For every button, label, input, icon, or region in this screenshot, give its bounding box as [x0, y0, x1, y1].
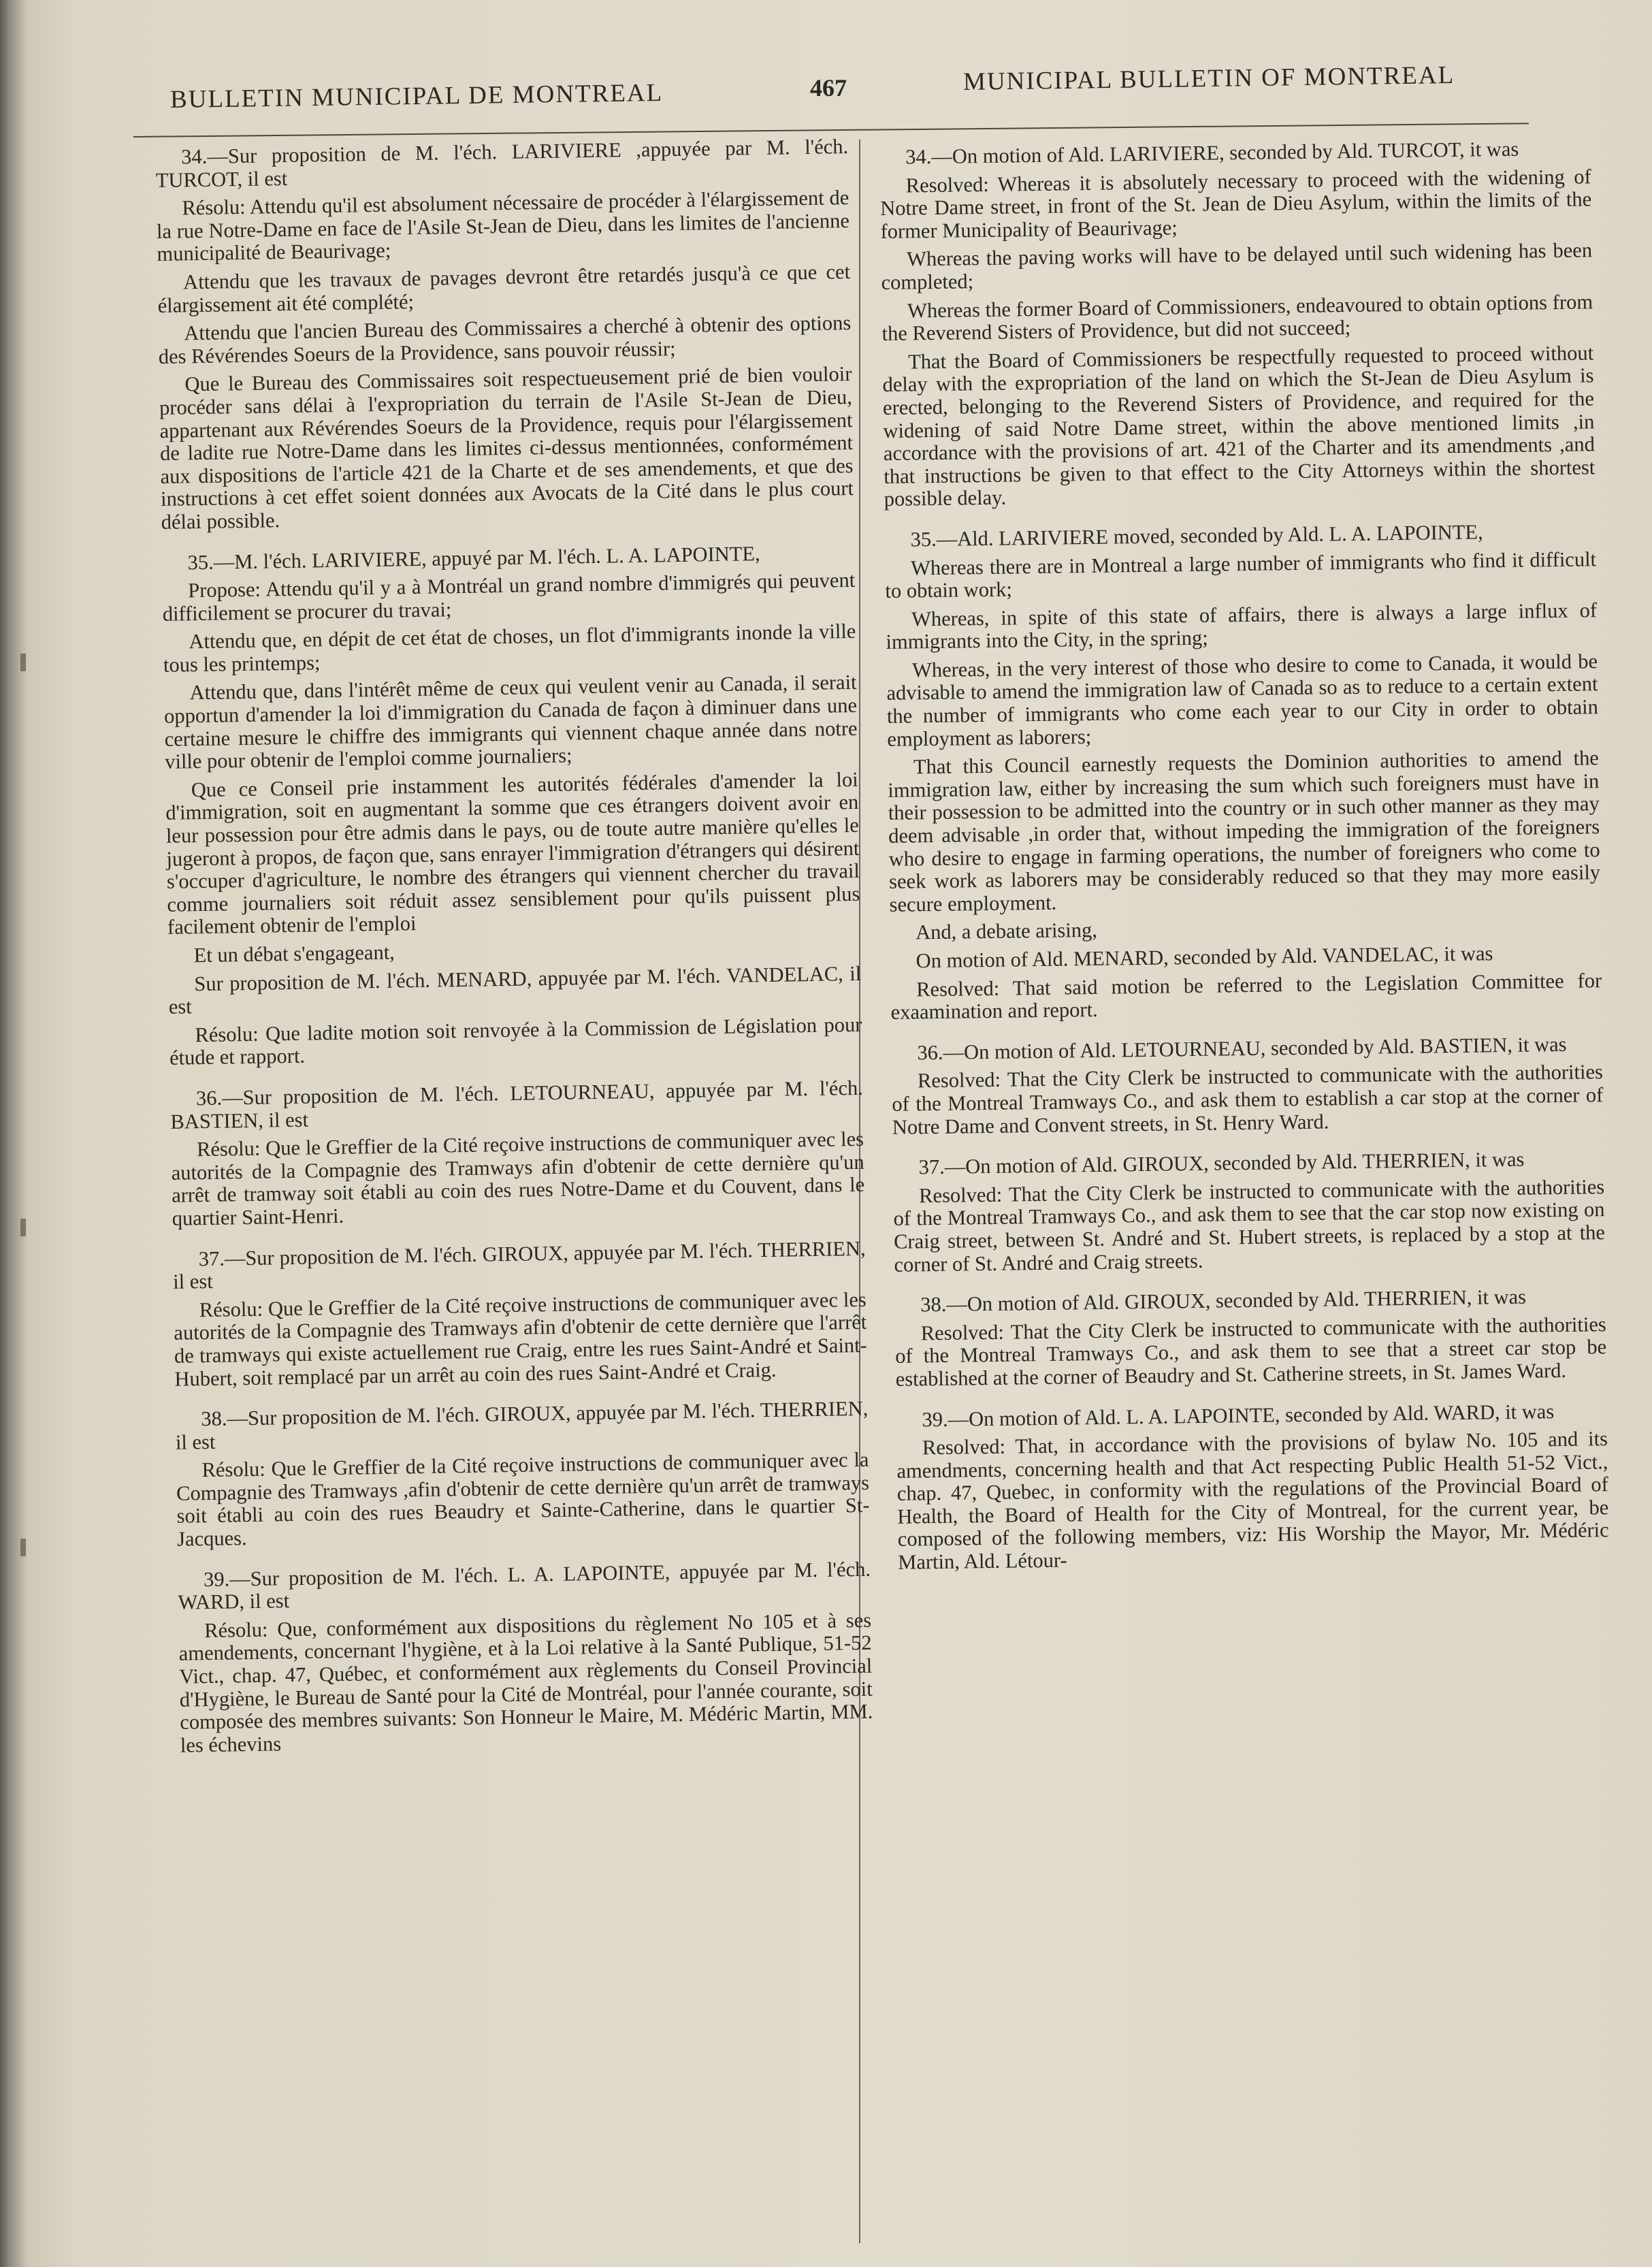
paragraph: That this Council earnestly requests the Dominion authorities to amend the immigration law, either by increasing the sum which such foreigners must have in their possession to be admitted into the country or in such other manner as they may deem advisable ,in order that, without impeding the immigration of the foreigners who desire to engage in farming operations, the number of foreigners who come to seek work as laborers may be considerably reduced so that they may more easily secure employment.	[888, 746, 1601, 916]
paragraph: Résolu: Que, conformément aux dispositions du règlement No 105 et à ses amendements, concernant l'hygiène, et à la Loi relative à la Santé Publique, 51-52 Vict., chap. 47, Québec, et conformément aux règlements du Conseil Provincial d'Hygiène, le Bureau de Santé pour la Cité de Montréal, pour l'année courante, soit composée des membres suivants: Son Honneur le Maire, M. Médéric Martin, MM. les échevins	[178, 1608, 873, 1757]
paragraph: Attendu que l'ancien Bureau des Commissaires a cherché à obtenir des options des Révérendes Soeurs de la Providence, sans pouvoir réussir;	[158, 311, 852, 368]
paragraph: Whereas, in the very interest of those who desire to come to Canada, it would be advisable to amend the immigration law of Canada so as to reduce to a certain extent the number of immigrants who come each year to our City in order to obtain employment as laborers;	[886, 649, 1599, 751]
paragraph: Sur proposition de M. l'éch. MENARD, appuyée par M. l'éch. VANDELAC, il est	[168, 961, 862, 1019]
paragraph: Résolu: Que ladite motion soit renvoyée à la Commission de Législation pour étude et rapport.	[169, 1012, 862, 1070]
paragraph: Resolved: That the City Clerk be instructed to communicate with the authorities of the Montreal Tramways Co., and ask them to establish a car stop at the corner of Notre Dame and Convent streets, in St. Henry Ward.	[892, 1060, 1604, 1139]
paragraph: Resolved: That the City Clerk be instructed to communicate with the authorities of the Montreal Tramways Co., and ask them to see that a street car stop be established at the corner of Beaudry and St. Catherine streets, in St. James Ward.	[895, 1312, 1607, 1391]
paragraph: Résolu: Que le Greffier de la Cité reçoive instructions de communiquer avec les autorités de la Compagnie des Tramways afin d'obtenir de cette dernière qu'un arrêt de tramway soit établi au coin des rues Notre-Dame et du Couvent, dans le quartier Saint-Henri.	[171, 1127, 865, 1230]
paragraph: That the Board of Commissioners be respectfully requested to proceed without delay with the expropriation of the land on which the St-Jean de Dieu Asylum is erected, belonging to the Reverend Sisters of Providence, and required for the widening of said Notre Dame street, within the above mentioned limits ,in accordance with the provisions of art. 421 of the Charter and its amendments ,and that instructions be given to that effect to the City Attorneys within the shortest possible delay.	[882, 341, 1596, 511]
item-38-heading-fr: 38.—Sur proposition de M. l'éch. GIROUX, appuyée par M. l'éch. THERRIEN, il est	[175, 1396, 869, 1454]
page-number: 467	[810, 74, 847, 101]
paragraph: Que le Bureau des Commissaires soit respectueusement prié de bien vouloir procéder sans délai à l'expropriation du terrain de l'Asile St-Jean de Dieu, appartenant aux Révérendes Soeurs de la Providence, requis pour l'élargissement de ladite rue Notre-Dame dans les limites ci-dessus mentionnées, conformément aux dispositions de l'article 421 de la Charte et de ses amendements, et que des instructions à cet effet soient données aux Avocats de la Cité dans le plus court délai possible.	[159, 362, 854, 534]
header-french-title: BULLETIN MUNICIPAL DE MONTREAL	[169, 78, 664, 114]
paragraph: Resolved: Whereas it is absolutely necessary to proceed with the widening of Notre Dame street, in front of the St. Jean de Dieu Asylum, within the limits of the former Municipality of Beaurivage;	[879, 164, 1592, 243]
paragraph: Résolu: Attendu qu'il est absolument nécessaire de procéder à l'élargissement de la rue Notre-Dame en face de l'Asile St-Jean de Dieu, dans les limites de l'ancienne municipalité de Beaurivage;	[156, 186, 850, 266]
item-38-heading-en: 38.—On motion of Ald. GIROUX, seconded by Ald. THERRIEN, it was	[920, 1285, 1527, 1317]
item-37-heading-en: 37.—On motion of Ald. GIROUX, seconded by Ald. THERRIEN, it was	[918, 1147, 1525, 1179]
binding-mark	[20, 1539, 26, 1556]
item-34-heading-fr: 34.—Sur proposition de M. l'éch. LARIVIERE ,appuyée par M. l'éch. TURCOT, il est	[155, 135, 849, 192]
paragraph: Attendu que, en dépit de cet état de choses, un flot d'immigrants inonde la ville tous les printemps;	[163, 620, 856, 677]
item-35-heading-en: 35.—Ald. LARIVIERE moved, seconded by Ald. L. A. LAPOINTE,	[910, 520, 1483, 551]
item-39-heading-fr: 39.—Sur proposition de M. l'éch. L. A. LAPOINTE, appuyée par M. l'éch. WARD, il est	[178, 1557, 871, 1614]
item-35-heading-fr: 35.—M. l'éch. LARIVIERE, appuyé par M. l'éch. L. A. LAPOINTE,	[187, 541, 760, 574]
paragraph: Et un débat s'engageant,	[193, 940, 395, 967]
french-column	[155, 135, 873, 1763]
item-36-heading-en: 36.—On motion of Ald. LETOURNEAU, seconded by Ald. BASTIEN, it was	[917, 1032, 1567, 1065]
paragraph: Attendu que, dans l'intérêt même de ceux qui veulent venir au Canada, il serait opportun d'amender la loi d'immigration du Canada de façon à diminuer dans une certaine mesure le chiffre des immigrants qui viennent chaque année dans notre ville pour obtenir de l'emploi comme journaliers;	[163, 671, 858, 774]
paragraph: Whereas, in spite of this state of affairs, there is always a large influx of immigrants into the City, in the spring;	[886, 598, 1598, 654]
page-header	[170, 54, 1532, 116]
paragraph: Attendu que les travaux de pavages devront être retardés jusqu'à ce que cet élargissement ait été complété;	[157, 259, 851, 317]
english-column	[879, 137, 1609, 1579]
header-english-title: MUNICIPAL BULLETIN OF MONTREAL	[962, 61, 1455, 97]
paragraph: Résolu: Que le Greffier de la Cité reçoive instructions de communiquer avec les autorités de la Compagnie des Tramways afin d'obtenir de cette dernière que l'arrêt de tramways qui existe actuellement rue Craig, entre les rues Saint-André et Saint-Hubert, soit remplacé par un arrêt au coin des rues Saint-André et Craig.	[174, 1287, 868, 1391]
paragraph: Resolved: That the City Clerk be instructed to communicate with the authorities of the Montreal Tramways Co., and ask them to see that the car stop now existing on Craig street, between St. André and St. Hubert streets, is replaced by a stop at the corner of St. André and Craig streets.	[893, 1174, 1606, 1276]
paragraph: Whereas the former Board of Commissioners, endeavoured to obtain options from the Reverend Sisters of Providence, but did not succeed;	[881, 289, 1593, 346]
paragraph: Whereas the paving works will have to be delayed until such widening has been completed;	[881, 238, 1593, 294]
paragraph: Whereas there are in Montreal a large number of immigrants who find it difficult to obtain work;	[885, 547, 1597, 603]
paragraph: Que ce Conseil prie instamment les autorités fédérales d'amender la loi d'immigration, soit en augmentant la somme que ces étrangers doivent avoir en leur possession pour être admis dans le pays, ou de toute autre manière qu'elles le jugeront à propos, de façon que, sans enrayer l'immigration d'étrangers qui désirent s'occuper d'agriculture, le nombre des étrangers qui viennent chercher du travail comme journaliers soit réduit assez sensiblement pour qu'ils puissent plus facilement obtenir de l'emploi	[165, 767, 860, 939]
paragraph: Propose: Attendu qu'il y a à Montréal un grand nombre d'immigrés qui peuvent difficilement se procurer du travai;	[162, 568, 856, 626]
binding-mark	[20, 654, 26, 671]
item-34-heading-en: 34.—On motion of Ald. LARIVIERE, seconded by Ald. TURCOT, it was	[905, 137, 1519, 169]
item-37-heading-fr: 37.—Sur proposition de M. l'éch. GIROUX, appuyée par M. l'éch. THERRIEN, il est	[172, 1236, 866, 1293]
binding-mark	[20, 1219, 26, 1236]
item-39-heading-en: 39.—On motion of Ald. L. A. LAPOINTE, seconded by Ald. WARD, it was	[922, 1399, 1555, 1431]
paragraph: And, a debate arising,	[915, 918, 1098, 944]
paragraph: Resolved: That, in accordance with the provisions of bylaw No. 105 and its amendments, concerning health and that Act respecting Public Health 51-52 Vict., chap. 47, Quebec, in conformity with the regulations of the Provincial Board of Health, the Board of Health for the City of Montreal, for the current year, be composed of the following members, viz: His Worship the Mayor, Mr. Médéric Martin, Ald. Létour-	[896, 1427, 1609, 1574]
item-36-heading-fr: 36.—Sur proposition de M. l'éch. LETOURNEAU, appuyée par M. l'éch. BASTIEN, il est	[170, 1076, 864, 1134]
paragraph: Resolved: That said motion be referred to the Legislation Committee for exaamination and report.	[890, 968, 1602, 1025]
paragraph: Résolu: Que le Greffier de la Cité reçoive instructions de communiquer avec la Compagnie des Tramways ,afin d'obtenir de cette dernière qu'un arrêt de tramways soit établi au coin des rues Beaudry et Sainte-Catherine, dans le quartier St-Jacques.	[176, 1448, 870, 1551]
paragraph: On motion of Ald. MENARD, seconded by Ald. VANDELAC, it was	[916, 942, 1493, 973]
